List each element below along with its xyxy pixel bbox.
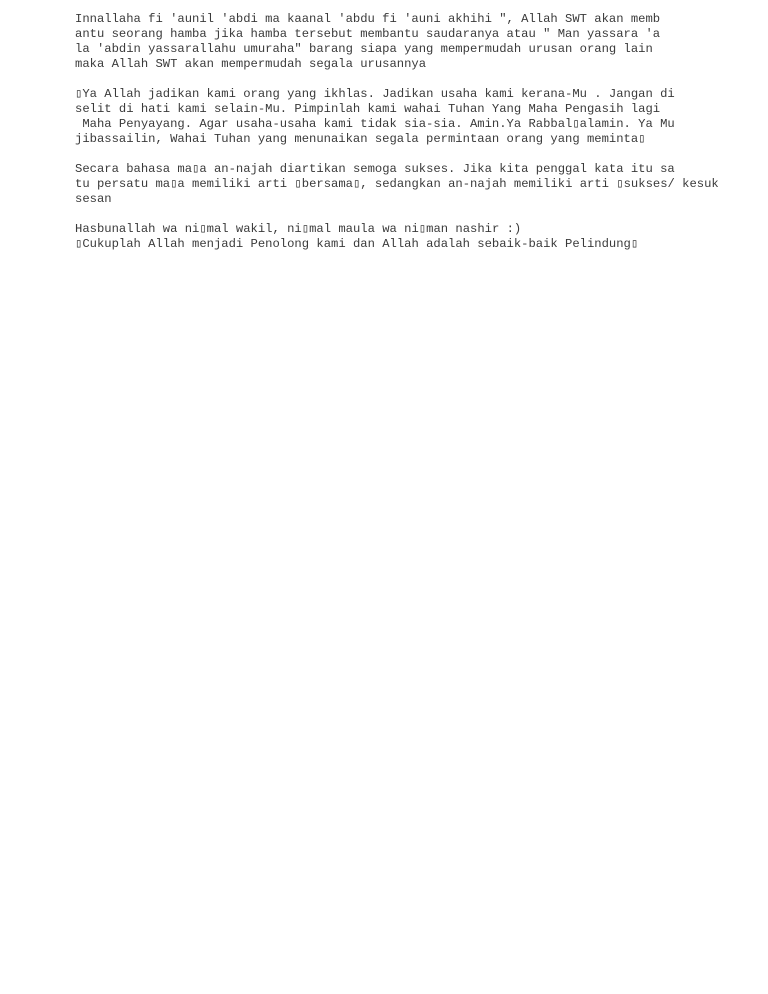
text-line: selit di hati kami selain-Mu. Pimpinlah kami wahai Tuhan Yang Maha Pengasih lagi [75, 102, 661, 116]
text-line: sesan [75, 192, 112, 206]
text-line: maka Allah SWT akan mempermudah segala urusannya [75, 57, 427, 71]
text-line: tu persatu ma▯a memiliki arti ▯bersama▯, sedangkan an-najah memiliki arti ▯sukses/ kesuk [75, 177, 719, 191]
paragraph-hadith [75, 12, 755, 72]
document-page [75, 12, 755, 267]
text-line: Secara bahasa ma▯a an-najah diartikan semoga sukses. Jika kita penggal kata itu sa [75, 162, 675, 176]
text-line: ▯Cukuplah Allah menjadi Penolong kami dan Allah adalah sebaik-baik Pelindung▯ [75, 237, 639, 251]
text-line: la 'abdin yassarallahu umuraha" barang siapa yang mempermudah urusan orang lain [75, 42, 653, 56]
text-line: Innallaha fi 'aunil 'abdi ma kaanal 'abdu fi 'auni akhihi ", Allah SWT akan memb [75, 12, 661, 26]
text-line: antu seorang hamba jika hamba tersebut membantu saudaranya atau " Man yassara 'a [75, 27, 661, 41]
text-line: jibassailin, Wahai Tuhan yang menunaikan segala permintaan orang yang meminta▯ [75, 132, 646, 146]
text-line: Hasbunallah wa ni▯mal wakil, ni▯mal maula wa ni▯man nashir :) [75, 222, 522, 236]
text-line: Maha Penyayang. Agar usaha-usaha kami tidak sia-sia. Amin.Ya Rabbal▯alamin. Ya Mu [75, 117, 675, 131]
paragraph-prayer [75, 87, 755, 147]
paragraph-definition [75, 162, 755, 207]
text-line: ▯Ya Allah jadikan kami orang yang ikhlas. Jadikan usaha kami kerana-Mu . Jangan di [75, 87, 675, 101]
paragraph-hasbunallah [75, 222, 755, 252]
